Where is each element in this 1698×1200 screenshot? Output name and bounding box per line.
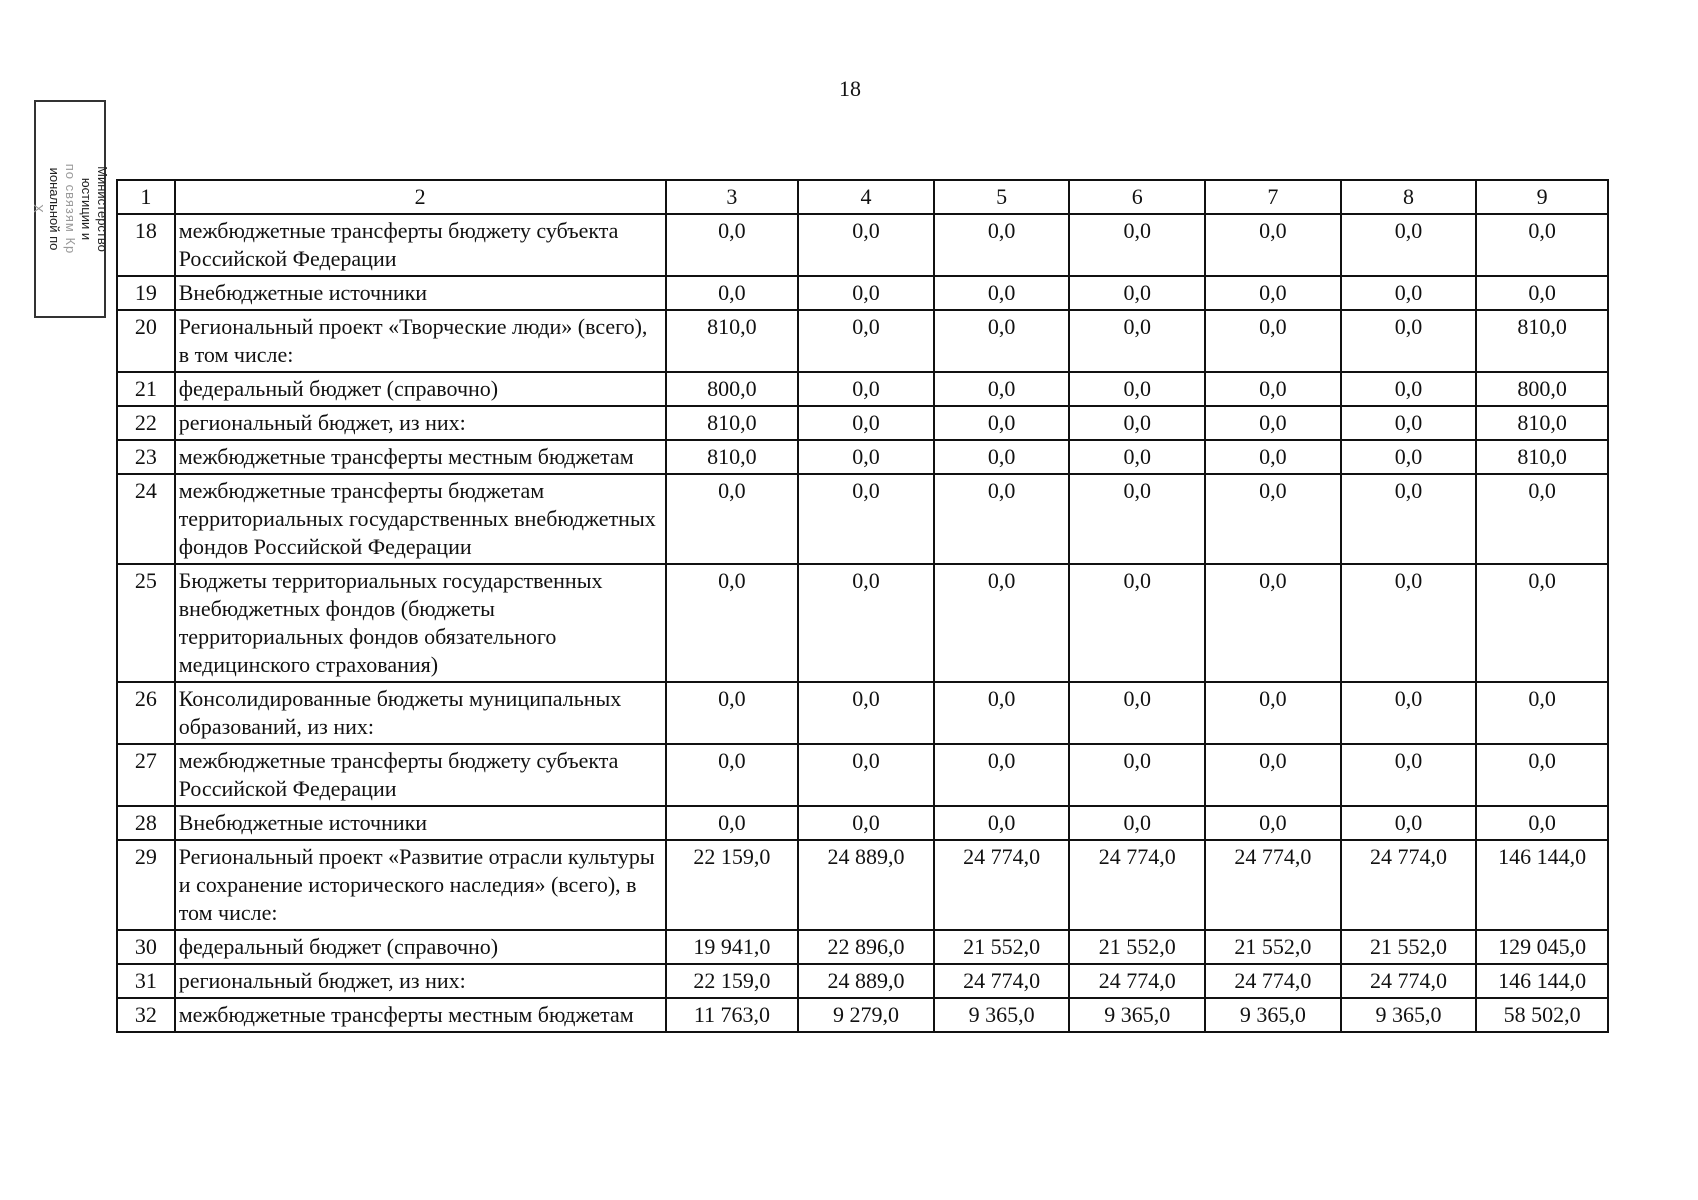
- cell-value: 0,0: [1069, 406, 1205, 440]
- cell-value: 0,0: [666, 214, 799, 276]
- cell-value: 810,0: [1476, 440, 1608, 474]
- row-label: Внебюджетные источники: [175, 806, 666, 840]
- stamp-line: Х: [31, 204, 46, 214]
- cell-value: 24 774,0: [1341, 964, 1477, 998]
- cell-value: 21 552,0: [934, 930, 1070, 964]
- row-label: межбюджетные трансферты бюджету субъекта Российской Федерации: [175, 214, 666, 276]
- row-number: 23: [117, 440, 175, 474]
- cell-value: 0,0: [1341, 744, 1477, 806]
- cell-value: 0,0: [798, 310, 934, 372]
- budget-table: [116, 179, 1609, 1033]
- cell-value: 0,0: [798, 406, 934, 440]
- table-row: [117, 474, 1608, 564]
- cell-value: 810,0: [1476, 310, 1608, 372]
- cell-value: 0,0: [1341, 564, 1477, 682]
- cell-value: 0,0: [934, 682, 1070, 744]
- row-number: 22: [117, 406, 175, 440]
- cell-value: 0,0: [1341, 440, 1477, 474]
- cell-value: 0,0: [798, 806, 934, 840]
- cell-value: 0,0: [934, 564, 1070, 682]
- cell-value: 0,0: [1205, 372, 1341, 406]
- table-row: [117, 744, 1608, 806]
- cell-value: 0,0: [1341, 406, 1477, 440]
- table-row: [117, 440, 1608, 474]
- cell-value: 0,0: [798, 372, 934, 406]
- cell-value: 0,0: [1069, 372, 1205, 406]
- column-header-1: 1: [117, 180, 175, 214]
- column-header-6: 6: [1069, 180, 1205, 214]
- row-number: 26: [117, 682, 175, 744]
- cell-value: 0,0: [798, 564, 934, 682]
- row-label: региональный бюджет, из них:: [175, 964, 666, 998]
- stamp-line: по связям Кр: [63, 163, 78, 255]
- cell-value: 0,0: [1205, 744, 1341, 806]
- cell-value: 146 144,0: [1476, 840, 1608, 930]
- column-header-8: 8: [1341, 180, 1477, 214]
- table-row: [117, 682, 1608, 744]
- cell-value: 9 365,0: [1069, 998, 1205, 1032]
- row-number: 20: [117, 310, 175, 372]
- cell-value: 0,0: [666, 806, 799, 840]
- cell-value: 0,0: [798, 440, 934, 474]
- cell-value: 24 774,0: [1069, 964, 1205, 998]
- cell-value: 0,0: [1476, 474, 1608, 564]
- cell-value: 0,0: [1205, 682, 1341, 744]
- page-number: 18: [839, 76, 861, 101]
- column-header-3: 3: [666, 180, 799, 214]
- cell-value: 0,0: [666, 474, 799, 564]
- table-row: [117, 806, 1608, 840]
- table-row: [117, 310, 1608, 372]
- row-number: 30: [117, 930, 175, 964]
- cell-value: 0,0: [1205, 806, 1341, 840]
- cell-value: 0,0: [1205, 310, 1341, 372]
- cell-value: 24 774,0: [1205, 964, 1341, 998]
- stamp-line: юстиции и: [79, 177, 94, 241]
- cell-value: 24 774,0: [1341, 840, 1477, 930]
- cell-value: 0,0: [1476, 806, 1608, 840]
- cell-value: 19 941,0: [666, 930, 799, 964]
- cell-value: 0,0: [798, 474, 934, 564]
- cell-value: 9 365,0: [934, 998, 1070, 1032]
- cell-value: 24 889,0: [798, 964, 934, 998]
- cell-value: 24 774,0: [1069, 840, 1205, 930]
- cell-value: 0,0: [1341, 474, 1477, 564]
- cell-value: 0,0: [1069, 214, 1205, 276]
- row-label: межбюджетные трансферты местным бюджетам: [175, 998, 666, 1032]
- cell-value: 0,0: [934, 744, 1070, 806]
- cell-value: 24 889,0: [798, 840, 934, 930]
- cell-value: 24 774,0: [934, 840, 1070, 930]
- cell-value: 11 763,0: [666, 998, 799, 1032]
- row-number: 25: [117, 564, 175, 682]
- row-number: 27: [117, 744, 175, 806]
- cell-value: 0,0: [1069, 276, 1205, 310]
- cell-value: 0,0: [1205, 276, 1341, 310]
- cell-value: 0,0: [1205, 440, 1341, 474]
- column-header-7: 7: [1205, 180, 1341, 214]
- cell-value: 0,0: [1341, 372, 1477, 406]
- row-number: 18: [117, 214, 175, 276]
- cell-value: 24 774,0: [934, 964, 1070, 998]
- cell-value: 0,0: [798, 214, 934, 276]
- row-label: Региональный проект «Творческие люди» (всего), в том числе:: [175, 310, 666, 372]
- cell-value: 800,0: [1476, 372, 1608, 406]
- cell-value: 0,0: [1069, 682, 1205, 744]
- cell-value: 0,0: [1341, 806, 1477, 840]
- row-number: 21: [117, 372, 175, 406]
- cell-value: 9 365,0: [1341, 998, 1477, 1032]
- cell-value: 21 552,0: [1205, 930, 1341, 964]
- table-row: [117, 998, 1608, 1032]
- cell-value: 0,0: [1341, 276, 1477, 310]
- table-row: [117, 372, 1608, 406]
- row-number: 29: [117, 840, 175, 930]
- cell-value: 0,0: [798, 744, 934, 806]
- cell-value: 810,0: [666, 406, 799, 440]
- cell-value: 0,0: [666, 276, 799, 310]
- column-header-5: 5: [934, 180, 1070, 214]
- cell-value: 22 159,0: [666, 840, 799, 930]
- cell-value: 810,0: [666, 440, 799, 474]
- row-label: межбюджетные трансферты местным бюджетам: [175, 440, 666, 474]
- cell-value: 9 365,0: [1205, 998, 1341, 1032]
- table-row: [117, 964, 1608, 998]
- cell-value: 0,0: [1069, 440, 1205, 474]
- cell-value: 24 774,0: [1205, 840, 1341, 930]
- cell-value: 0,0: [1341, 214, 1477, 276]
- cell-value: 0,0: [1069, 310, 1205, 372]
- cell-value: 800,0: [666, 372, 799, 406]
- row-number: 31: [117, 964, 175, 998]
- table-body: [117, 214, 1608, 1032]
- cell-value: 0,0: [1205, 406, 1341, 440]
- cell-value: 0,0: [666, 744, 799, 806]
- cell-value: 21 552,0: [1069, 930, 1205, 964]
- cell-value: 0,0: [1069, 806, 1205, 840]
- row-label: Внебюджетные источники: [175, 276, 666, 310]
- cell-value: 0,0: [934, 276, 1070, 310]
- cell-value: 0,0: [934, 310, 1070, 372]
- row-label: Региональный проект «Развитие отрасли культуры и сохранение исторического наследия» (всего), в том числе:: [175, 840, 666, 930]
- cell-value: 0,0: [1069, 564, 1205, 682]
- registration-stamp: [31, 100, 110, 318]
- cell-value: 0,0: [1476, 276, 1608, 310]
- table-row: [117, 840, 1608, 930]
- cell-value: 0,0: [666, 564, 799, 682]
- cell-value: 0,0: [798, 682, 934, 744]
- cell-value: 146 144,0: [1476, 964, 1608, 998]
- cell-value: 0,0: [934, 806, 1070, 840]
- cell-value: 0,0: [1341, 310, 1477, 372]
- row-label: Консолидированные бюджеты муниципальных образований, из них:: [175, 682, 666, 744]
- cell-value: 0,0: [1476, 744, 1608, 806]
- cell-value: 0,0: [934, 406, 1070, 440]
- row-label: межбюджетные трансферты бюджету субъекта Российской Федерации: [175, 744, 666, 806]
- column-header-4: 4: [798, 180, 934, 214]
- column-header-9: 9: [1476, 180, 1608, 214]
- row-number: 24: [117, 474, 175, 564]
- stamp-line: иональной по: [47, 167, 62, 251]
- cell-value: 0,0: [1476, 564, 1608, 682]
- cell-value: 0,0: [1205, 214, 1341, 276]
- row-number: 32: [117, 998, 175, 1032]
- cell-value: 129 045,0: [1476, 930, 1608, 964]
- cell-value: 0,0: [1069, 744, 1205, 806]
- cell-value: 0,0: [1205, 564, 1341, 682]
- cell-value: 0,0: [1476, 214, 1608, 276]
- cell-value: 0,0: [1069, 474, 1205, 564]
- cell-value: 21 552,0: [1341, 930, 1477, 964]
- row-number: 28: [117, 806, 175, 840]
- row-label: Бюджеты территориальных государственных внебюджетных фондов (бюджеты территориальных фондов обязательного медицинского страхования): [175, 564, 666, 682]
- cell-value: 9 279,0: [798, 998, 934, 1032]
- stamp-text: [30, 102, 110, 316]
- cell-value: 0,0: [934, 372, 1070, 406]
- cell-value: 0,0: [666, 682, 799, 744]
- cell-value: 0,0: [1476, 682, 1608, 744]
- cell-value: 0,0: [798, 276, 934, 310]
- stamp-line: Министерство: [95, 166, 110, 252]
- row-label: региональный бюджет, из них:: [175, 406, 666, 440]
- cell-value: 0,0: [1205, 474, 1341, 564]
- row-label: федеральный бюджет (справочно): [175, 372, 666, 406]
- cell-value: 22 159,0: [666, 964, 799, 998]
- row-number: 19: [117, 276, 175, 310]
- table-row: [117, 406, 1608, 440]
- table-row: [117, 930, 1608, 964]
- cell-value: 810,0: [666, 310, 799, 372]
- row-label: федеральный бюджет (справочно): [175, 930, 666, 964]
- row-label: межбюджетные трансферты бюджетам территориальных государственных внебюджетных фондов Российской Федерации: [175, 474, 666, 564]
- cell-value: 22 896,0: [798, 930, 934, 964]
- cell-value: 0,0: [1341, 682, 1477, 744]
- column-header-2: 2: [175, 180, 666, 214]
- cell-value: 810,0: [1476, 406, 1608, 440]
- table-row: [117, 276, 1608, 310]
- table-row: [117, 564, 1608, 682]
- cell-value: 0,0: [934, 440, 1070, 474]
- table-row: [117, 214, 1608, 276]
- cell-value: 0,0: [934, 474, 1070, 564]
- table-header-row: [117, 180, 1608, 214]
- cell-value: 0,0: [934, 214, 1070, 276]
- cell-value: 58 502,0: [1476, 998, 1608, 1032]
